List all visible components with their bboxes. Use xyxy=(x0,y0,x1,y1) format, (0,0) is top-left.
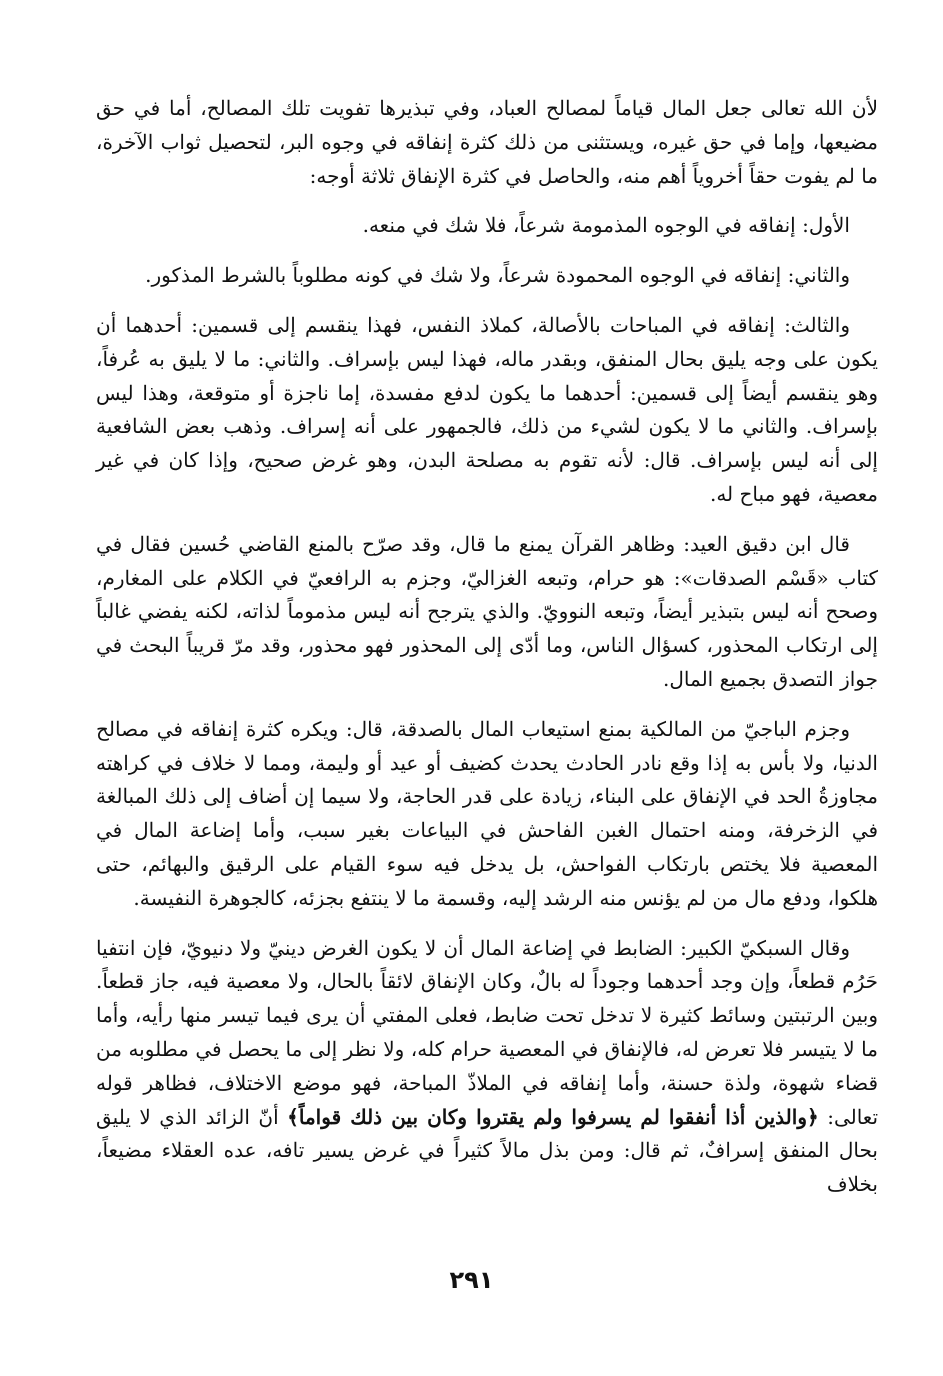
paragraph-intro: لأن الله تعالى جعل المال قياماً لمصالح العباد، وفي تبذيرها تفويت تلك المصالح، أما في حق مضيعها، وإما في حق غيره، ويستثنى من ذلك كثرة إنفاقه في وجوه البر، لتحصيل ثواب الآخرة، ما لم يفوت حقاً أخروياً أهم منه، والحاصل في كثرة الإنفاق ثلاثة أوجه: xyxy=(96,96,878,188)
page-number: ٢٩١ xyxy=(449,1266,494,1294)
subki-main-text: وقال السبكيّ الكبير: الضابط في إضاعة المال أن لا يكون الغرض دينيّ ولا دنيويّ، فإن انتفيا حَرُم قطعاً، وإن وجد أحدهما وجوداً له بالٌ، وكان الإنفاق لائقاً بالحال، ولا معصية فيه، جاز قطعاً. وبين الرتبتين وسائط كثيرة لا تدخل تحت ضابط، فعلى المفتي أن يرى فيما تيسر منها رأيه، وأما ما لا يتيسر فلا تعرض له، فالإنفاق في المعصية حرام كله، ولا نظر إلى ما يحصل في مطلوبه من قضاء شهوة، ولذة حسنة، وأما إنفاقه في الملاذّ المباحة، فهو موضع الاختلاف، فظاهر قوله تعالى: xyxy=(96,935,879,1129)
paragraph-baji: وجزم الباجيّ من المالكية بمنع استيعاب المال بالصدقة، قال: ويكره كثرة إنفاقه في مصالح الدنيا، ولا بأس به إذا وقع نادر الحادث يحدث كضيف أو عيد أو وليمة، ومما لا خلاف في كراهته مجاوزةُ الحد في الإنفاق على البناء، زيادة على قدر الحاجة، ولا سيما إن أضاف إلى ذلك المبالغة في الزخرفة، ومنه احتمال الغبن الفاحش في البياعات بغير سبب، وأما إضاعة المال في المعصية فلا يختص بارتكاب الفواحش، بل يدخل فيه سوء القيام على الرقيق والبهائم، حتى هلكوا، ودفع مال من لم يؤنس منه الرشد إليه، وقسمة ما لا ينتفع بجزئه، كالجوهرة النفيسة. xyxy=(96,716,879,910)
paragraph-subki xyxy=(96,932,878,1202)
page-body-text xyxy=(96,92,878,1202)
subki-tail-text: أنّ الزائد الذي لا يليق بحال المنفق إسرافٌ، ثم قال: ومن بذل مالاً كثيراً في غرض يسير تافه، عده العقلاء مضيعاً، بخلاف xyxy=(96,1104,878,1197)
paragraph-second-aspect: والثاني: إنفاقه في الوجوه المحمودة شرعاً، ولا شك في كونه مطلوباً بالشرط المذكور. xyxy=(145,263,850,288)
paragraph-first-aspect: الأول: إنفاقه في الوجوه المذمومة شرعاً، فلا شك في منعه. xyxy=(362,213,850,238)
paragraph-third-aspect: والثالث: إنفاقه في المباحات بالأصالة، كملاذ النفس، فهذا ينقسم إلى قسمين: أحدهما أن يكون على وجه يليق بحال المنفق، وبقدر ماله، فهذا ليس بإسراف. والثاني: ما لا يليق به عُرفاً، وهو ينقسم أيضاً إلى قسمين: أحدهما ما يكون لدفع مفسدة، إما ناجزة أو متوقعة، وهذا ليس بإسراف. والثاني ما لا يكون لشيء من ذلك، فالجمهور على أنه إسراف. وذهب بعض الشافعية إلى أنه ليس بإسراف. قال: لأنه تقوم به مصلحة البدن، وهو غرض صحيح، وإذا كان في غير معصية، فهو مباح له. xyxy=(96,312,878,506)
quran-verse: ﴿والذين أذا أنفقوا لم يسرفوا ولم يقتروا وكان بين ذلك قواماً﴾ xyxy=(287,1104,819,1129)
paragraph-ibn-daqiq: قال ابن دقيق العيد: وظاهر القرآن يمنع ما قال، وقد صرّح بالمنع القاضي حُسين فقال في كتاب «قَسْم الصدقات»: هو حرام، وتبعه الغزاليّ، وجزم به الرافعيّ في الكلام على المغارم، وصحح أنه ليس بتبذير أيضاً، وتبعه النوويّ. والذي يترجح أنه ليس مذموماً لذاته، لكنه يفضي غالباً إلى ارتكاب المحذور، كسؤال الناس، وما أدّى إلى المحذور فهو محذور، وقد مرّ قريباً البحث في جواز التصدق بجميع المال. xyxy=(96,531,878,691)
